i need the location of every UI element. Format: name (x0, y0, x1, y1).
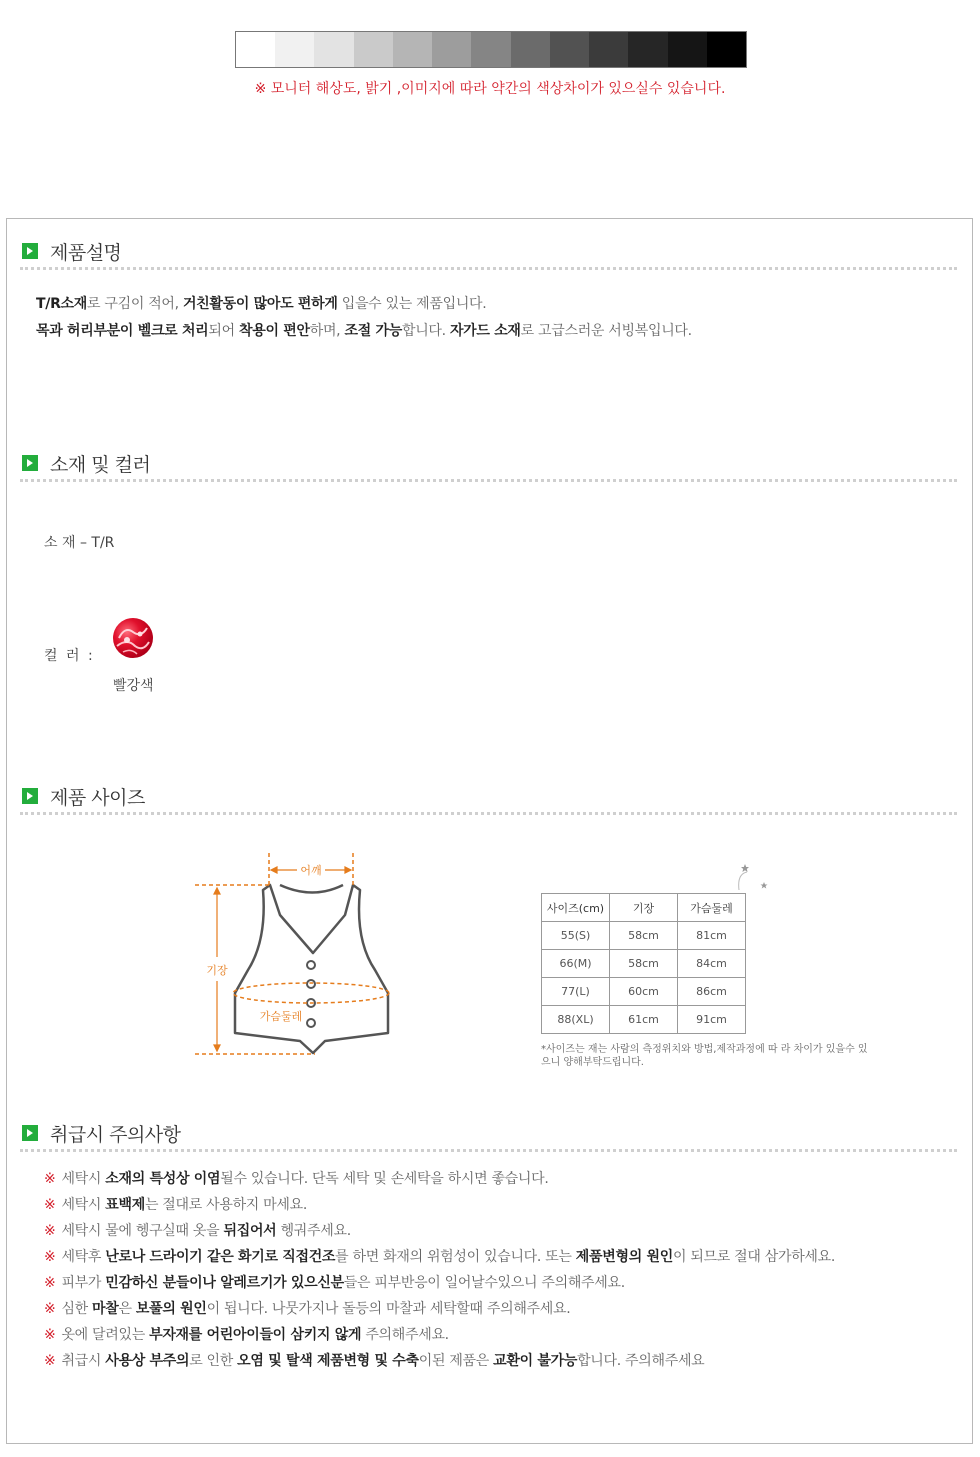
gray-swatch (314, 32, 353, 67)
text-segment: 세탁시 (61, 1197, 106, 1213)
bold-text: 사용상 부주의 (105, 1353, 190, 1369)
gray-swatch (354, 32, 393, 67)
bold-text: 부자재를 어린아이들이 삼키지 않게 (149, 1327, 362, 1343)
chest-label: 가슴둘레 (259, 1010, 303, 1023)
cell-size: 66(M) (542, 950, 610, 978)
header-length: 기장 (610, 894, 678, 922)
section-title: 제품 사이즈 (50, 786, 145, 809)
text-segment: 은 (118, 1301, 136, 1317)
cell-size: 88(XL) (542, 1006, 610, 1034)
bold-text: 난로나 드라이기 같은 화기로 직접건조 (105, 1249, 336, 1265)
bold-text: 보풀의 원인 (135, 1301, 207, 1317)
text-segment: 헹궈주세요. (276, 1223, 351, 1239)
header-chest: 가슴둘레 (678, 894, 746, 922)
gray-swatch (275, 32, 314, 67)
bold-text: 마찰 (92, 1301, 119, 1317)
arrow-icon (22, 1125, 38, 1141)
text-segment: 세탁후 (61, 1249, 106, 1265)
reference-mark-icon: ※ (44, 1197, 56, 1213)
caution-item (44, 1324, 449, 1344)
arrow-icon (22, 788, 38, 804)
caution-item (44, 1298, 570, 1318)
caution-item (44, 1350, 704, 1370)
cell-length: 60cm (610, 978, 678, 1006)
size-table (541, 893, 746, 1034)
header-size: 사이즈(cm) (542, 894, 610, 922)
bold-text: T/R소재 (36, 296, 87, 312)
text-segment: 피부가 (61, 1275, 106, 1291)
color-label: 컬 러 : (44, 648, 95, 664)
arrow-icon (22, 243, 38, 259)
text-segment: 이된 제품은 (418, 1353, 494, 1369)
text-segment: 세탁시 물에 헹구실때 옷을 (61, 1223, 224, 1239)
gray-swatch (707, 32, 746, 67)
bold-text: 자가드 소재 (449, 323, 521, 339)
text-segment: 들은 피부반응이 일어날수있으니 주의해주세요. (343, 1275, 625, 1291)
gray-swatch (471, 32, 510, 67)
gray-swatch (628, 32, 667, 67)
monitor-notice: ※ 모니터 해상도, 밝기 ,이미지에 따라 약간의 색상차이가 있으실수 있습니다. (254, 81, 726, 97)
table-row (542, 978, 746, 1006)
text-segment: 이 되므로 절대 삼가하세요. (672, 1249, 836, 1265)
text-segment: 주의해주세요. (361, 1327, 449, 1343)
star-decoration-icon (733, 860, 773, 895)
reference-mark-icon: ※ (44, 1249, 56, 1265)
bold-text: 소재의 특성상 이염 (105, 1171, 221, 1187)
caution-item (44, 1272, 625, 1292)
bold-text: 착용이 편안 (239, 323, 310, 339)
bold-text: 뒤집어서 (223, 1223, 277, 1239)
bold-text: 거친활동이 많아도 편하게 (182, 296, 338, 312)
text-segment: 로 고급스러운 서빙복입니다. (520, 323, 692, 339)
reference-mark-icon: ※ (44, 1327, 56, 1343)
material-text: 소 재 – T/R (44, 535, 115, 551)
text-segment: 될수 있습니다. 단독 세탁 및 손세탁을 하시면 좋습니다. (220, 1171, 549, 1187)
text-segment: 합니다. (401, 323, 450, 339)
gray-swatch (589, 32, 628, 67)
cell-chest: 81cm (678, 922, 746, 950)
measure-lines (195, 853, 389, 1054)
caution-item (44, 1194, 307, 1214)
text-segment: 옷에 달려있는 (61, 1327, 150, 1343)
reference-mark-icon: ※ (44, 1301, 56, 1317)
bold-text: 조절 가능 (344, 323, 402, 339)
bold-text: 제품변형의 원인 (575, 1249, 673, 1265)
caution-item (44, 1246, 835, 1266)
length-label: 기장 (206, 964, 228, 977)
color-swatch-red[interactable] (113, 618, 153, 658)
table-row (542, 950, 746, 978)
bold-text: 교환이 불가능 (493, 1353, 578, 1369)
caution-item (44, 1168, 549, 1188)
caution-item (44, 1220, 351, 1240)
divider (20, 479, 957, 482)
description-line-2 (36, 320, 692, 340)
cell-chest: 84cm (678, 950, 746, 978)
cell-chest: 91cm (678, 1006, 746, 1034)
text-segment: 세탁시 (61, 1171, 106, 1187)
divider (20, 1149, 957, 1152)
reference-mark-icon: ※ (44, 1171, 56, 1187)
reference-mark-icon: ※ (44, 1223, 56, 1239)
text-segment: 이 됩니다. 나뭇가지나 돌등의 마찰과 세탁할때 주의해주세요. (206, 1301, 571, 1317)
section-description-header (22, 238, 121, 264)
gray-swatch (511, 32, 550, 67)
text-segment: 로 인한 (189, 1353, 238, 1369)
table-row (542, 1006, 746, 1034)
gray-swatch (393, 32, 432, 67)
reference-mark-icon: ※ (44, 1275, 56, 1291)
text-segment: 합니다. 주의해주세요 (577, 1353, 705, 1369)
gray-swatch (668, 32, 707, 67)
section-title: 제품설명 (50, 241, 122, 264)
jacquard-pattern-icon (113, 618, 153, 658)
section-title: 소재 및 컬러 (50, 453, 151, 476)
cell-length: 58cm (610, 950, 678, 978)
divider (20, 812, 957, 815)
cell-size: 77(L) (542, 978, 610, 1006)
text-segment: 입을수 있는 제품입니다. (337, 296, 487, 312)
section-size-header (22, 783, 145, 809)
cell-length: 61cm (610, 1006, 678, 1034)
section-material-header (22, 450, 150, 476)
text-segment: 되어 (208, 323, 240, 339)
bold-text: 목과 허리부분이 벨크로 처리 (36, 323, 209, 339)
bold-text: 오염 및 탈색 제품변형 및 수축 (237, 1353, 419, 1369)
text-segment: 취급시 (61, 1353, 106, 1369)
gray-swatch (550, 32, 589, 67)
text-segment: 를 하면 화재의 위험성이 있습니다. 또는 (335, 1249, 576, 1265)
text-segment: 로 구김이 적어, (87, 296, 183, 312)
grayscale-bar (235, 31, 747, 68)
gray-swatch (236, 32, 275, 67)
text-segment: 하며, (309, 323, 345, 339)
bold-text: 표백제 (105, 1197, 145, 1213)
section-caution-header (22, 1120, 181, 1146)
cell-chest: 86cm (678, 978, 746, 1006)
color-name: 빨강색 (113, 678, 154, 694)
arrow-icon (22, 455, 38, 471)
cell-length: 58cm (610, 922, 678, 950)
text-segment: 는 절대로 사용하지 마세요. (144, 1197, 308, 1213)
description-line-1 (36, 293, 486, 313)
reference-mark-icon: ※ (44, 1353, 56, 1369)
vest-measure-diagram (185, 845, 405, 1065)
table-row (542, 922, 746, 950)
table-header-row (542, 894, 746, 922)
text-segment: 심한 (61, 1301, 93, 1317)
section-title: 취급시 주의사항 (50, 1123, 181, 1146)
gray-swatch (432, 32, 471, 67)
bold-text: 민감하신 분들이나 알레르기가 있으신분 (105, 1275, 344, 1291)
size-note: *사이즈는 재는 사람의 측정위치와 방법,제작과정에 따 라 차이가 있을수 있으니 양해부탁드립니다. (541, 1044, 868, 1068)
divider (20, 267, 957, 270)
vest-buttons (307, 961, 315, 1027)
shoulder-label: 어깨 (300, 864, 322, 877)
cell-size: 55(S) (542, 922, 610, 950)
